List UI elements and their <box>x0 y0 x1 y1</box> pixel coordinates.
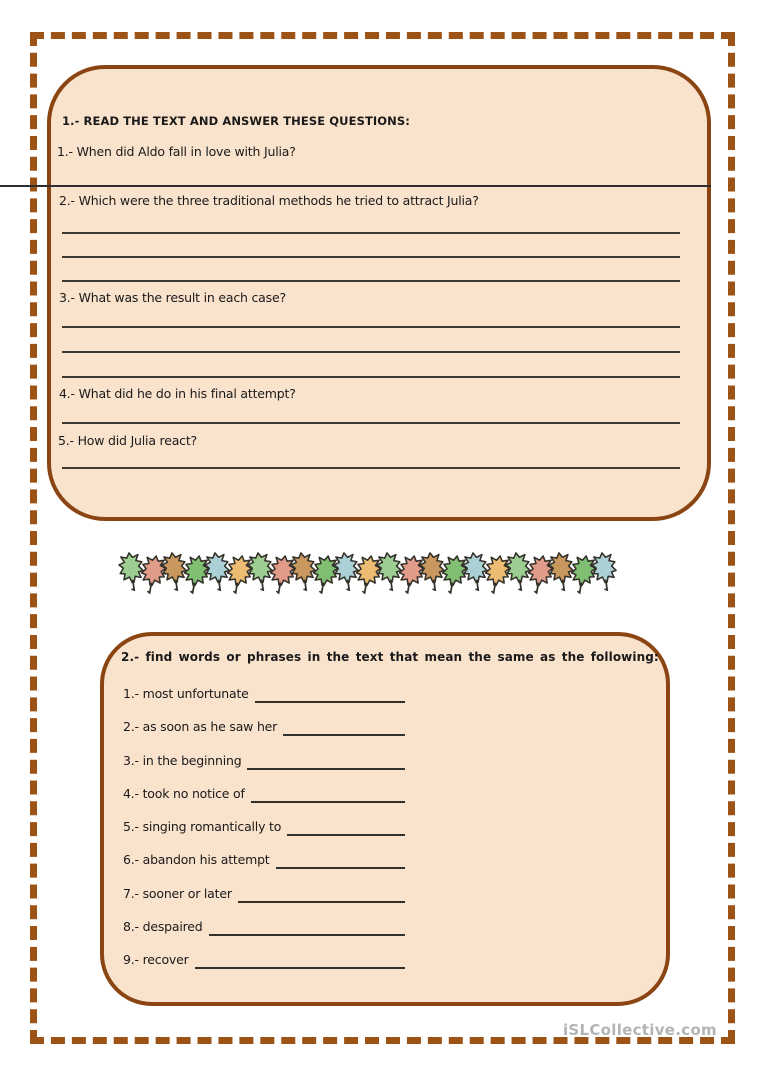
answer-line <box>62 351 680 353</box>
question-5: 5.- How did Julia react? <box>58 433 197 448</box>
vocab-item-6 <box>123 850 405 870</box>
vocab-item-label: 8.- despaired <box>123 919 203 935</box>
answer-blank <box>209 917 405 936</box>
answer-line <box>62 326 680 328</box>
section1-title: 1.- READ THE TEXT AND ANSWER THESE QUESTIONS: <box>62 114 410 128</box>
answer-blank <box>287 817 405 836</box>
vocab-item-label: 7.- sooner or later <box>123 885 232 901</box>
islcollective-watermark: iSLCollective.com <box>562 1021 717 1039</box>
question-2: 2.- Which were the three traditional methods he tried to attract Julia? <box>59 193 479 208</box>
vocab-item-2 <box>123 717 405 737</box>
vocab-item-7 <box>123 884 405 904</box>
section2-title: 2.- find words or phrases in the text that mean the same as the following: <box>121 650 659 664</box>
answer-line <box>62 467 680 469</box>
question-3: 3.- What was the result in each case? <box>59 290 286 305</box>
answer-line <box>62 232 680 234</box>
leaf-icon <box>589 547 620 594</box>
answer-blank <box>276 850 405 869</box>
answer-line <box>62 256 680 258</box>
answer-blank <box>255 684 405 703</box>
question-4: 4.- What did he do in his final attempt? <box>59 386 296 401</box>
answer-line <box>62 376 680 378</box>
vocab-item-3 <box>123 751 405 771</box>
vocab-item-label: 5.- singing romantically to <box>123 819 282 835</box>
vocab-item-label: 4.- took no notice of <box>123 785 245 801</box>
vocab-item-label: 1.- most unfortunate <box>123 686 249 701</box>
answer-line <box>62 422 680 424</box>
vocab-item-5 <box>123 817 405 837</box>
question-1: 1.- When did Aldo fall in love with Julia? <box>57 144 296 159</box>
vocab-item-1 <box>123 684 405 704</box>
answer-blank <box>238 884 405 903</box>
vocab-item-9 <box>123 950 405 970</box>
vocab-item-label: 3.- in the beginning <box>123 752 242 768</box>
vocabulary-items <box>123 684 405 984</box>
answer-blank <box>195 950 405 969</box>
answer-blank <box>247 751 405 770</box>
separator-line <box>0 185 711 187</box>
vocab-item-label: 6.- abandon his attempt <box>123 852 270 868</box>
leaf-divider <box>119 549 619 593</box>
answer-blank <box>251 784 405 803</box>
vocab-item-8 <box>123 917 405 937</box>
vocab-item-4 <box>123 784 405 804</box>
vocab-item-label: 2.- as soon as he saw her <box>123 719 278 735</box>
answer-line <box>62 280 680 282</box>
vocab-item-label: 9.- recover <box>123 952 189 968</box>
answer-blank <box>283 717 405 736</box>
